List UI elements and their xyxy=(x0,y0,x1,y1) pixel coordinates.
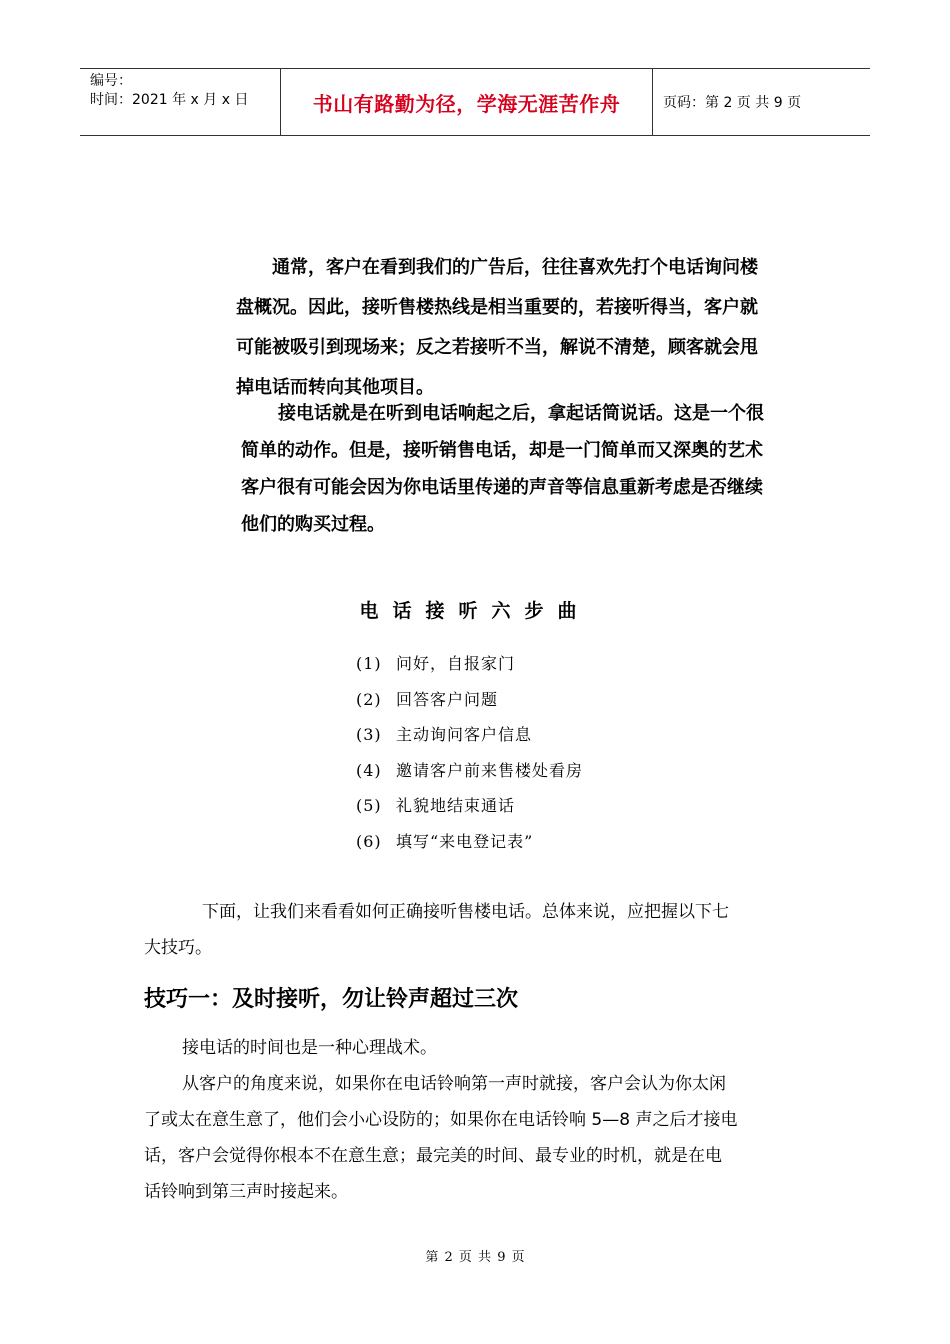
step-number: (1) xyxy=(356,654,382,673)
step-number: (5) xyxy=(356,796,382,815)
time-label: 时间：2021 年 x 月 x 日 xyxy=(90,92,249,108)
text-line: 他们的购买过程。 xyxy=(241,514,385,535)
step-text: 邀请客户前来售楼处看房 xyxy=(396,760,584,780)
step-text: 问好，自报家门 xyxy=(396,654,516,673)
text-line: 从客户的角度来说，如果你在电话铃响第一声时就接，客户会认为你太闲 xyxy=(182,1074,726,1094)
list-item xyxy=(356,788,583,824)
step-text: 填写“来电登记表” xyxy=(396,831,534,851)
step-number: (4) xyxy=(356,760,382,780)
lead-paragraph xyxy=(144,894,729,966)
text-line: 盘概况。因此，接听售楼热线是相当重要的，若接听得当，客户就 xyxy=(236,297,758,318)
list-item xyxy=(356,682,583,718)
text-line: 下面，让我们来看看如何正确接听售楼电话。总体来说，应把握以下七 xyxy=(202,902,729,922)
list-item xyxy=(356,717,583,753)
step-number: (6) xyxy=(356,831,382,851)
text-line: 客户很有可能会因为你电话里传递的声音等信息重新考虑是否继续 xyxy=(241,477,763,498)
text-line: 接电话就是在听到电话响起之后，拿起话筒说话。这是一个很 xyxy=(278,403,764,424)
header-meta xyxy=(80,69,281,135)
text-line: 大技巧。 xyxy=(144,938,212,958)
page-info: 页码：第 2 页 共 9 页 xyxy=(663,95,802,111)
list-item xyxy=(356,646,583,682)
text-line: 简单的动作。但是，接听销售电话，却是一门简单而又深奥的艺术 xyxy=(241,440,763,461)
step-text: 回答客户问题 xyxy=(396,689,499,709)
page-footer: 第 2 页 共 9 页 xyxy=(425,1250,525,1265)
text-line: 通常，客户在看到我们的广告后，往往喜欢先打个电话询问楼 xyxy=(272,257,758,278)
section-title: 电话接听六步曲 xyxy=(359,600,591,622)
number-label: 编号： xyxy=(90,73,132,89)
tip-1-paragraph xyxy=(144,1066,737,1210)
text-line: 了或太在意生意了，他们会小心设防的；如果你在电话铃响 5—8 声之后才接电 xyxy=(144,1110,738,1130)
list-item xyxy=(356,824,583,860)
intro-paragraph-2 xyxy=(241,395,764,543)
header-table xyxy=(80,68,870,136)
step-number: (3) xyxy=(356,725,382,744)
tip-1-intro: 接电话的时间也是一种心理战术。 xyxy=(182,1038,437,1058)
text-line: 话铃响到第三声时接起来。 xyxy=(144,1182,348,1202)
step-number: (2) xyxy=(356,689,382,709)
text-line: 可能被吸引到现场来；反之若接听不当，解说不清楚，顾客就会甩 xyxy=(236,337,758,358)
tip-1-heading: 技巧一：及时接听，勿让铃声超过三次 xyxy=(144,987,519,1012)
text-line: 话，客户会觉得你根本不在意生意；最完美的时间、最专业的时机，就是在电 xyxy=(144,1146,722,1166)
motto: 书山有路勤为径，学海无涯苦作舟 xyxy=(281,69,653,135)
text-line: 掉电话而转向其他项目。 xyxy=(236,377,434,398)
intro-paragraph-1 xyxy=(236,248,758,408)
step-text: 礼貌地结束通话 xyxy=(396,796,516,815)
list-item xyxy=(356,753,583,789)
steps-list xyxy=(356,646,583,859)
step-text: 主动询问客户信息 xyxy=(396,725,533,744)
